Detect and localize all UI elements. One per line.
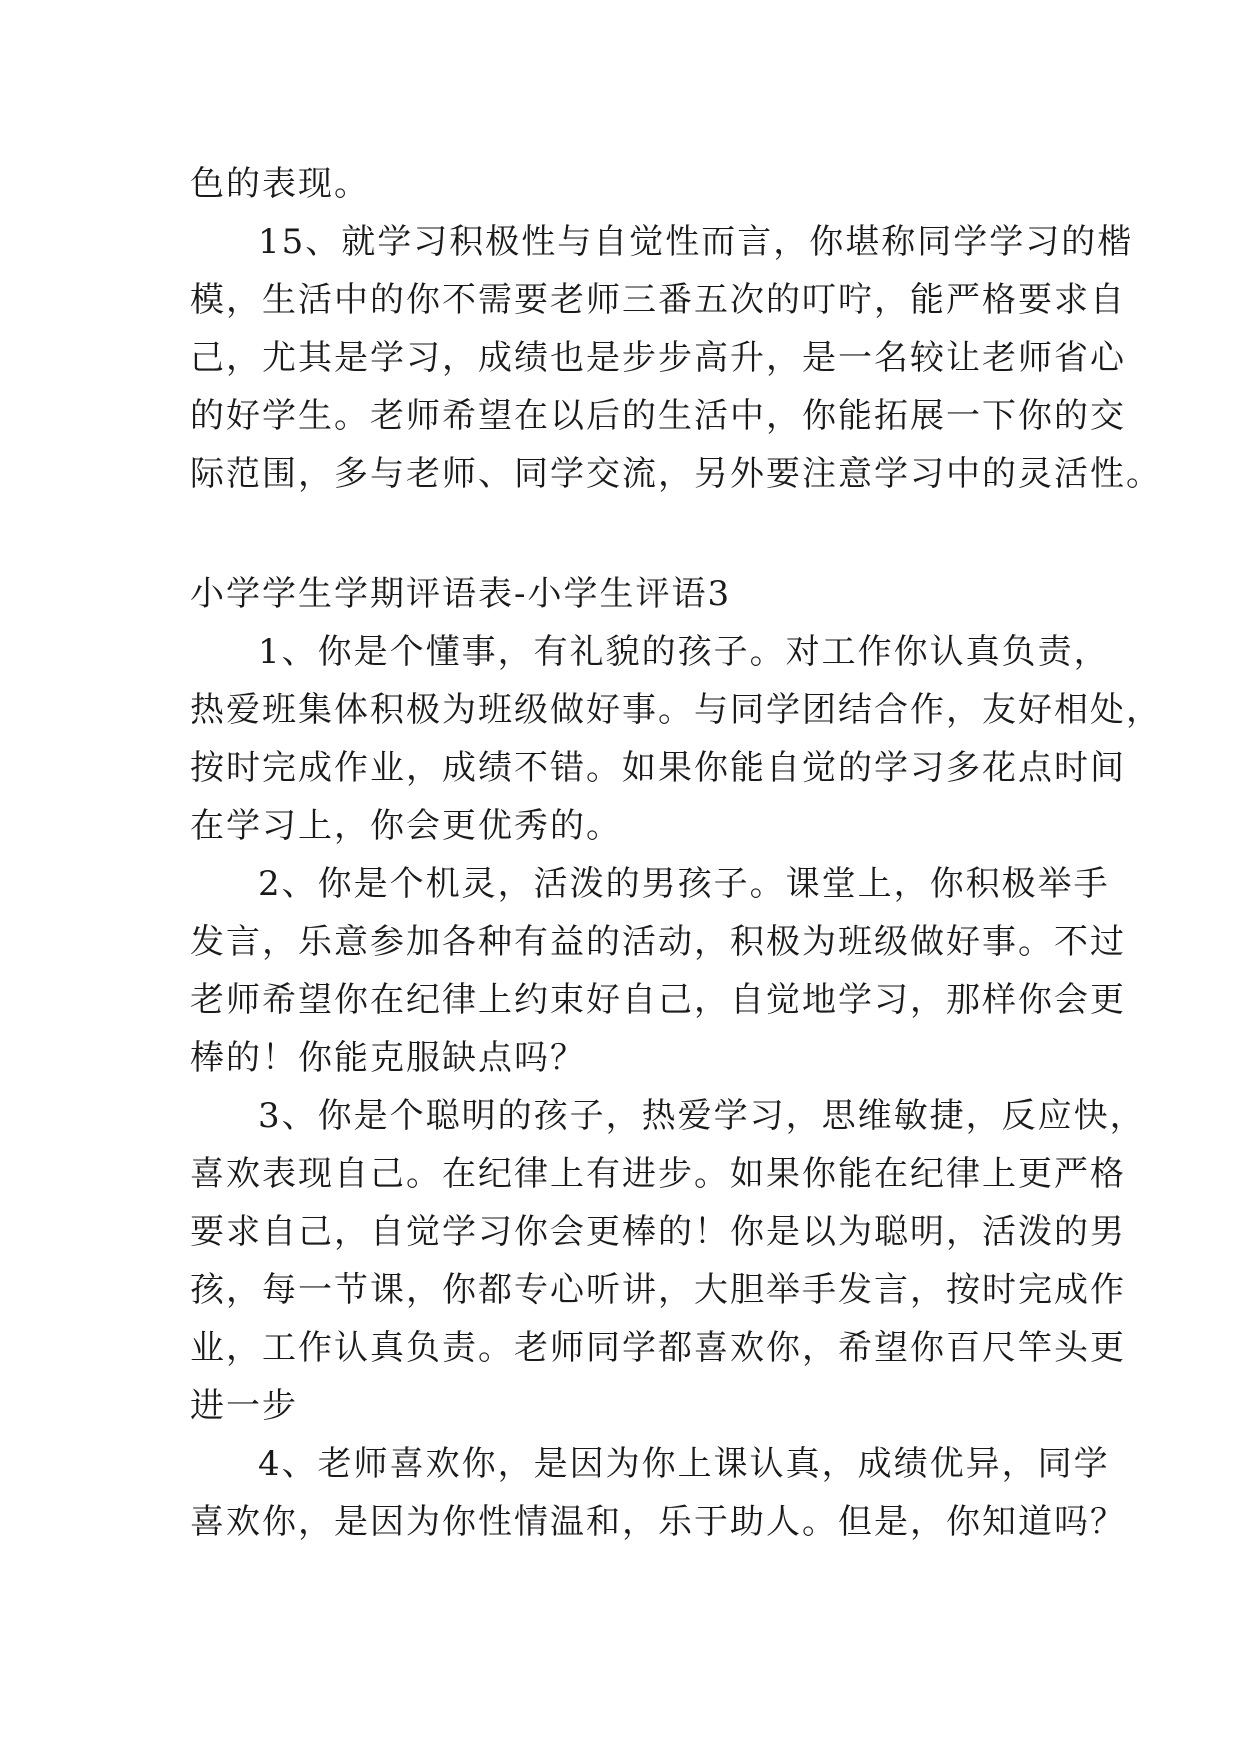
comment-2-paragraph <box>190 855 1126 1087</box>
text-line: 喜欢你，是因为你性情温和，乐于助人。但是，你知道吗？ <box>190 1502 1126 1542</box>
text-line: 色的表现。 <box>190 164 370 204</box>
text-line: 要求自己，自觉学习你会更棒的！你是以为聪明，活泼的男 <box>190 1212 1126 1252</box>
text-line: 际范围，多与老师、同学交流，另外要注意学习中的灵活性。 <box>190 454 1162 494</box>
text-line: 的好学生。老师希望在以后的生活中，你能拓展一下你的交 <box>190 396 1126 436</box>
text-line: 业，工作认真负责。老师同学都喜欢你，希望你百尺竿头更 <box>190 1328 1126 1368</box>
text-line: 模，生活中的你不需要老师三番五次的叮咛，能严格要求自 <box>190 280 1126 320</box>
text-line: 1、你是个懂事，有礼貌的孩子。对工作你认真负责， <box>258 632 1110 672</box>
text-line: 按时完成作业，成绩不错。如果你能自觉的学习多花点时间 <box>190 748 1126 788</box>
text-line: 发言，乐意参加各种有益的活动，积极为班级做好事。不过 <box>190 922 1126 962</box>
comment-4-paragraph <box>190 1435 1126 1551</box>
document-page <box>190 155 1162 1551</box>
text-line: 孩，每一节课，你都专心听讲，大胆举手发言，按时完成作 <box>190 1270 1126 1310</box>
text-line: 进一步 <box>190 1386 298 1426</box>
section-heading: 小学学生学期评语表-小学生评语3 <box>190 574 732 614</box>
text-line: 棒的！你能克服缺点吗？ <box>190 1038 586 1078</box>
text-line: 老师希望你在纪律上约束好自己，自觉地学习，那样你会更 <box>190 980 1126 1020</box>
paragraph-continuation <box>190 155 1070 213</box>
text-line: 2、你是个机灵，活泼的男孩子。课堂上，你积极举手 <box>258 864 1110 904</box>
comment-3-paragraph <box>190 1087 1146 1435</box>
text-line: 4、老师喜欢你，是因为你上课认真，成绩优异，同学 <box>258 1444 1110 1484</box>
text-line: 在学习上，你会更优秀的。 <box>190 806 622 846</box>
text-line: 15、就学习积极性与自觉性而言，你堪称同学学习的楷 <box>258 222 1134 262</box>
comment-1-paragraph <box>190 623 1162 855</box>
text-line: 热爱班集体积极为班级做好事。与同学团结合作，友好相处， <box>190 690 1162 730</box>
section-spacer <box>190 503 1070 565</box>
text-line: 3、你是个聪明的孩子，热爱学习，思维敏捷，反应快， <box>258 1096 1146 1136</box>
comment-15-paragraph <box>190 213 1162 503</box>
text-line: 己，尤其是学习，成绩也是步步高升，是一名较让老师省心 <box>190 338 1126 378</box>
text-line: 喜欢表现自己。在纪律上有进步。如果你能在纪律上更严格 <box>190 1154 1126 1194</box>
